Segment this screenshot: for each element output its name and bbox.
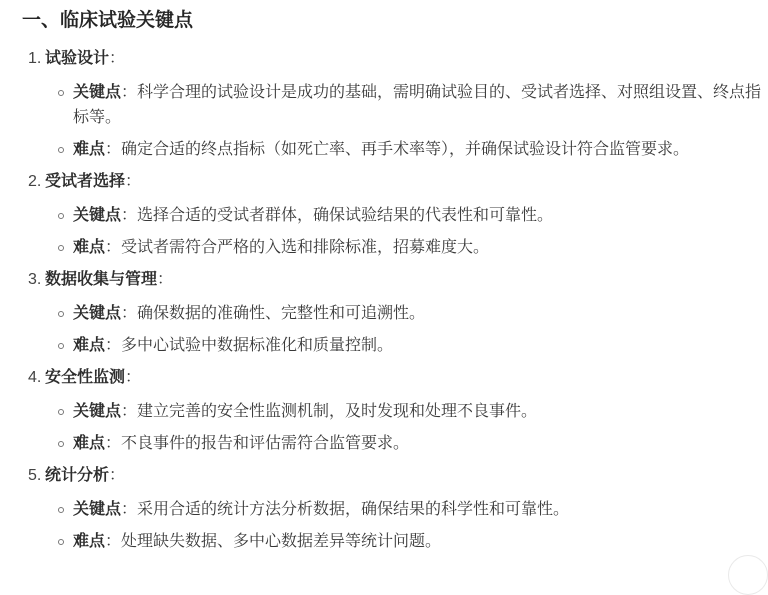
bullet-difficulty xyxy=(73,137,766,162)
circle-bullet-icon xyxy=(58,441,64,447)
list-item-statistical-analysis xyxy=(0,463,768,554)
circle-bullet-icon xyxy=(58,147,64,153)
bullet-colon: ： xyxy=(121,403,138,420)
item-title-text: 安全性监测 xyxy=(45,369,126,386)
bullet-keypoint xyxy=(73,301,766,326)
key-points-list xyxy=(0,46,768,554)
circle-bullet-icon xyxy=(58,245,64,251)
item-title xyxy=(0,365,768,390)
bullet-label: 关键点 xyxy=(73,305,122,322)
circle-bullet-icon xyxy=(58,90,64,96)
bullet-text: 确保数据的准确性、完整性和可追溯性。 xyxy=(137,305,426,322)
bullet-difficulty xyxy=(73,333,766,358)
item-title-text: 受试者选择 xyxy=(45,173,126,190)
bullet-keypoint xyxy=(73,80,766,130)
bullet-difficulty xyxy=(73,431,766,456)
bullet-text: 处理缺失数据、多中心数据差异等统计问题。 xyxy=(121,533,442,550)
bullet-label: 关键点 xyxy=(73,207,122,224)
bullet-label: 难点 xyxy=(73,435,106,452)
bullet-label: 关键点 xyxy=(73,501,122,518)
bullet-text: 确定合适的终点指标（如死亡率、再手术率等），并确保试验设计符合监管要求。 xyxy=(121,141,690,158)
sub-bullet-list xyxy=(0,301,768,358)
bullet-colon: ： xyxy=(121,84,138,101)
item-title-colon: ： xyxy=(125,369,142,386)
bullet-colon: ： xyxy=(105,141,122,158)
bullet-text: 科学合理的试验设计是成功的基础，需明确试验目的、受试者选择、对照组设置、终点指标等。 xyxy=(73,84,762,126)
bullet-text: 采用合适的统计方法分析数据，确保结果的科学性和可靠性。 xyxy=(137,501,570,518)
bullet-keypoint xyxy=(73,203,766,228)
list-item-subject-selection xyxy=(0,169,768,260)
bullet-colon: ： xyxy=(121,305,138,322)
document-body xyxy=(0,8,768,567)
bullet-colon: ： xyxy=(105,239,122,256)
bullet-difficulty xyxy=(73,529,766,554)
sub-bullet-list xyxy=(0,203,768,260)
item-title-colon: ： xyxy=(109,467,126,484)
bullet-label: 难点 xyxy=(73,533,106,550)
bullet-label: 难点 xyxy=(73,337,106,354)
circle-bullet-icon xyxy=(58,343,64,349)
circle-bullet-icon xyxy=(58,507,64,513)
item-title-colon: ： xyxy=(125,173,142,190)
item-title xyxy=(0,46,768,71)
item-number: 4. xyxy=(28,369,42,386)
item-title-colon: ： xyxy=(157,271,174,288)
bullet-text: 受试者需符合严格的入选和排除标准，招募难度大。 xyxy=(121,239,490,256)
circle-bullet-icon xyxy=(58,409,64,415)
bullet-label: 关键点 xyxy=(73,84,122,101)
bullet-text: 不良事件的报告和评估需符合监管要求。 xyxy=(121,435,410,452)
item-number: 5. xyxy=(28,467,42,484)
bullet-text: 建立完善的安全性监测机制，及时发现和处理不良事件。 xyxy=(137,403,538,420)
item-title xyxy=(0,463,768,488)
circle-bullet-icon xyxy=(58,539,64,545)
sub-bullet-list xyxy=(0,80,768,162)
sub-bullet-list xyxy=(0,497,768,554)
bullet-colon: ： xyxy=(121,501,138,518)
bullet-label: 关键点 xyxy=(73,403,122,420)
item-title xyxy=(0,169,768,194)
list-item-data-management xyxy=(0,267,768,358)
circle-bullet-icon xyxy=(58,311,64,317)
circle-bullet-icon xyxy=(58,213,64,219)
item-title-text: 数据收集与管理 xyxy=(45,271,158,288)
bullet-difficulty xyxy=(73,235,766,260)
list-item-trial-design xyxy=(0,46,768,162)
bullet-colon: ： xyxy=(105,533,122,550)
item-number: 3. xyxy=(28,271,42,288)
bullet-label: 难点 xyxy=(73,141,106,158)
bullet-keypoint xyxy=(73,399,766,424)
section-heading: 一、临床试验关键点 xyxy=(22,10,194,31)
bullet-colon: ： xyxy=(121,207,138,224)
item-title-text: 统计分析 xyxy=(45,467,110,484)
list-item-safety-monitoring xyxy=(0,365,768,456)
item-title xyxy=(0,267,768,292)
item-title-text: 试验设计 xyxy=(45,50,110,67)
bullet-text: 多中心试验中数据标准化和质量控制。 xyxy=(121,337,394,354)
item-title-colon: ： xyxy=(109,50,126,67)
sub-bullet-list xyxy=(0,399,768,456)
item-number: 1. xyxy=(28,50,42,67)
item-number: 2. xyxy=(28,173,42,190)
bullet-colon: ： xyxy=(105,435,122,452)
scroll-to-bottom-button[interactable] xyxy=(728,555,768,595)
bullet-keypoint xyxy=(73,497,766,522)
bullet-colon: ： xyxy=(105,337,122,354)
bullet-label: 难点 xyxy=(73,239,106,256)
bullet-text: 选择合适的受试者群体，确保试验结果的代表性和可靠性。 xyxy=(137,207,554,224)
